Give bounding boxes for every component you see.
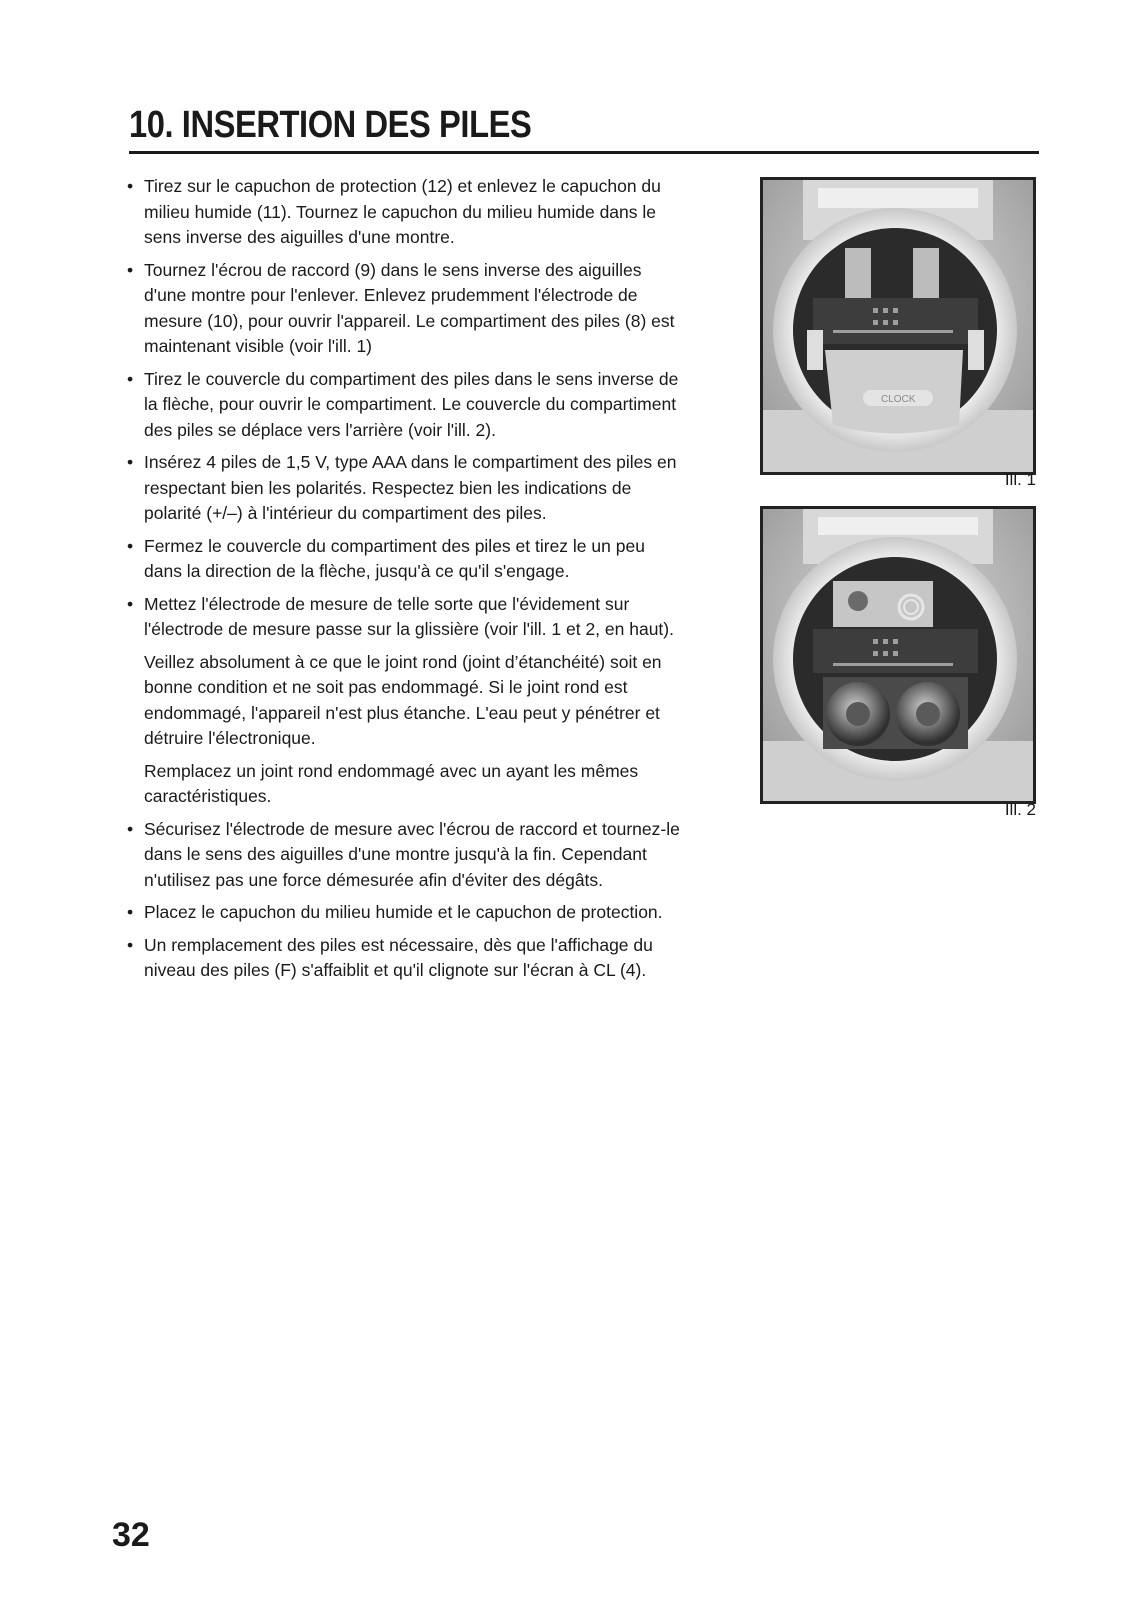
list-item-text: Un remplacement des piles est nécessaire, dès que l'affichage du niveau des piles (F) s'affaiblit et qu'il clignote sur l'écran à CL (4).	[144, 934, 653, 980]
list-item-text: Tirez le couvercle du compartiment des piles dans le sens inverse de la flèche, pour ouvrir le compartiment. Le couvercle du compartiment des piles se déplace vers l'arrière (voir l'ill. 2).	[144, 368, 679, 440]
bullet-icon: •	[127, 535, 134, 556]
list-item-text: Tirez sur le capuchon de protection (12) et enlevez le capuchon du milieu humide (11). Tournez le capuchon du milieu humide dans le sens inverse des aiguilles d'une montre.	[144, 176, 661, 247]
bullet-icon: •	[127, 902, 134, 922]
list-item-text: Fermez le couvercle du compartiment des piles et tirez le un peu dans la direction de la flèche, jusqu'à ce qu'il s'engage.	[144, 535, 645, 581]
list-item-text: Placez le capuchon du milieu humide et le capuchon de protection.	[144, 902, 663, 922]
bullet-icon: •	[127, 176, 134, 196]
bullet-icon: •	[127, 368, 134, 389]
list-item	[127, 534, 687, 585]
battery-compartment-closed-illustration	[763, 180, 1033, 472]
bullet-icon: •	[127, 818, 134, 839]
title-underline	[129, 151, 1039, 154]
page-number: 32	[112, 1516, 150, 1554]
list-item	[127, 367, 687, 444]
warning-note: Veillez absolument à ce que le joint rond (joint d’étanchéité) soit en bonne condition et ne soit pas endommagé. Si le joint rond est endommagé, l'appareil n'est plus étanche. L'eau peut y pénétrer et détruire l'électronique.	[144, 651, 662, 748]
bullet-icon: •	[127, 259, 134, 280]
cover-clock-label: CLOCK	[881, 394, 916, 405]
figure-1-caption: Ill. 1	[1004, 470, 1036, 489]
list-item	[127, 174, 687, 251]
list-item	[127, 817, 687, 894]
instruction-list	[127, 174, 687, 643]
list-item	[127, 900, 687, 926]
list-item-text: Tournez l'écrou de raccord (9) dans le sens inverse des aiguilles d'une montre pour l'enlever. Enlevez prudemment l'électrode de mesure (10), pour ouvrir l'appareil. Le compartiment des piles (8) est maintenant visible (voir l'ill. 1)	[144, 259, 675, 356]
replacement-note: Remplacez un joint rond endommagé avec un ayant les mêmes caractéristiques.	[144, 760, 639, 806]
figure-2-caption: Ill. 2	[1004, 800, 1036, 819]
list-item-text: Sécurisez l'électrode de mesure avec l'écrou de raccord et tournez-le dans le sens des aiguilles d'une montre jusqu'à la fin. Cependant n'utilisez pas une force démesurée afin d'éviter des dégâts.	[144, 818, 680, 890]
bullet-icon: •	[127, 452, 134, 472]
list-item	[127, 258, 687, 360]
list-item	[127, 592, 687, 643]
battery-compartment-open-illustration	[763, 509, 1033, 801]
instruction-list-continued	[127, 817, 687, 984]
list-item-text: Insérez 4 piles de 1,5 V, type AAA dans le compartiment des piles en respectant bien les polarités. Respectez bien les indications de polarité (+/–) à l'intérieur du compartiment des piles.	[144, 452, 677, 523]
list-item	[127, 450, 687, 527]
section-title: 10. INSERTION DES PILES	[129, 104, 532, 146]
list-item-text: Mettez l'électrode de mesure de telle sorte que l'évidement sur l'électrode de mesure passe sur la glissière (voir l'ill. 1 et 2, en haut).	[144, 593, 674, 639]
figure-2-photo	[760, 506, 1036, 804]
instruction-list-container	[127, 174, 687, 991]
bullet-icon: •	[127, 934, 134, 955]
list-item	[127, 933, 687, 984]
figure-1-photo	[760, 177, 1036, 475]
bullet-icon: •	[127, 593, 134, 614]
